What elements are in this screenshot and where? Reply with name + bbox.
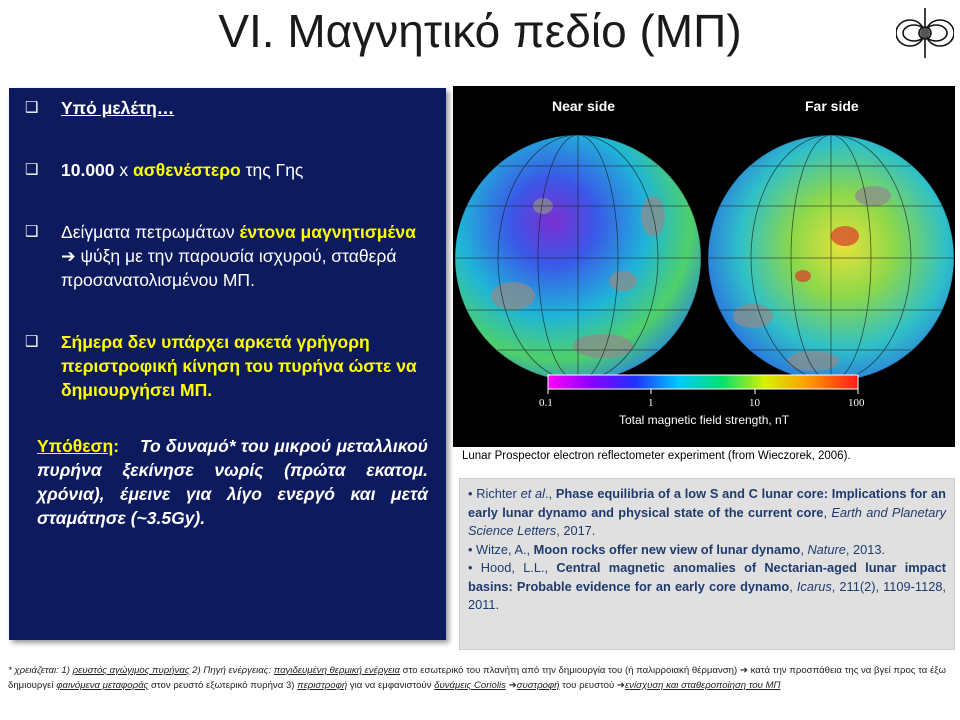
hypothesis-paragraph — [23, 434, 432, 530]
hypothesis-text: Το δυναμό* του μικρού μεταλλικού πυρήνα ξεκίνησε νωρίς (πρώτα εκατομ. χρόνια), έμεινε για λίγο ενεργό και μετά σταμάτησε (~3.5Gy). — [37, 436, 428, 528]
fn-term: φαινόμενα μεταφοράς — [56, 680, 149, 691]
weaker-times: x — [114, 160, 134, 180]
colorbar — [548, 375, 858, 389]
lunar-magnetic-map-figure — [453, 86, 955, 447]
magnetic-field-lines-icon — [896, 6, 954, 60]
fn-text: για να εμφανιστούν — [347, 680, 435, 691]
right-arrow-icon: ➔ — [61, 246, 81, 266]
magnetic-map-svg — [453, 86, 955, 447]
hypothesis-colon: : — [113, 436, 120, 456]
colorbar-tick: 0.1 — [539, 397, 553, 409]
slide-title: VI. Μαγνητικό πεδίο (ΜΠ) — [218, 5, 742, 57]
colorbar-tick: 1 — [648, 397, 654, 409]
figure-caption: Lunar Prospector electron reflectometer experiment (from Wieczorek, 2006). — [462, 450, 851, 462]
ref-sep: , — [800, 541, 808, 557]
fn-term: δυνάμεις Coriolis — [434, 680, 506, 691]
ref-title: Phase equilibria of a low S and C lunar core: Implications for an early lunar dynamo and physical state of the current core — [468, 486, 946, 520]
fn-text: 2) Πηγή ενέργειας: — [189, 665, 274, 676]
ref-title: Moon rocks offer new view of lunar dynamo — [533, 541, 801, 557]
far-side-label: Far side — [805, 98, 859, 114]
ref-author: Witze, A., — [476, 541, 534, 557]
ref-year: , 211(2), 1109-1128, 2011. — [468, 578, 946, 612]
colorbar-tick: 100 — [848, 397, 865, 409]
ref-author: Richter — [476, 486, 521, 501]
ref-journal: Icarus — [796, 578, 832, 594]
weaker-highlight: ασθενέστερο — [133, 160, 241, 180]
reference-item: • Hood, L.L., Central magnetic anomalies of Nectarian-aged lunar impact basins: Probable evidence for an early core dynamo, Icarus, 211(2), 1109-1128, 2011. — [468, 560, 946, 612]
bullet-magnetized-rocks — [23, 220, 432, 292]
weaker-rest: της Γης — [240, 160, 304, 180]
fn-text: * χρειάζεται: 1) — [8, 665, 73, 676]
fn-term: παγιδευμένη θερμική ενέργεια — [273, 665, 400, 676]
reference-item: • Richter et al., Phase equilibria of a low S and C lunar core: Implications for an early lunar dynamo and physical state of the current core, Earth and Planetary Science Letters, 2017. — [468, 486, 946, 538]
fn-term: περιστροφή — [297, 680, 348, 691]
ref-title: Central magnetic anomalies of Nectarian-aged lunar impact basins: Probable evidence for an early core dynamo — [468, 560, 946, 594]
ref-year: , 2013. — [845, 541, 885, 557]
near-side-label: Near side — [552, 98, 616, 114]
bullet-under-study — [23, 96, 432, 120]
checkbox-icon: ❑ — [25, 223, 39, 240]
footnote — [8, 663, 956, 693]
near-side-globe — [455, 135, 701, 381]
fn-term: ρευστός αγώγιμος πυρήνας — [72, 665, 190, 676]
fn-term: ενίσχυση και σταθεροποίηση του ΜΠ — [624, 680, 781, 691]
fn-text: στον ρευστό εξωτερικό πυρήνα 3) — [148, 680, 298, 691]
bullet-no-rotation — [23, 330, 432, 402]
colorbar-tick: 10 — [749, 397, 760, 409]
far-side-globe — [708, 135, 954, 381]
checkbox-icon: ❑ — [25, 333, 39, 350]
reference-item: • Witze, A., Moon rocks offer new view of lunar dynamo, Nature, 2013. — [468, 541, 885, 557]
rocks-pre: Δείγματα πετρωμάτων — [61, 222, 240, 242]
fn-text: του ρευστού ➔ — [559, 680, 625, 691]
colorbar-title: Total magnetic field strength, nT — [618, 413, 790, 427]
checkbox-icon: ❑ — [25, 99, 39, 116]
rocks-rest: ψύξη με την παρουσία ισχυρού, σταθερά προσανατολισμένου ΜΠ. — [61, 246, 397, 290]
ref-author: Hood, L.L., — [480, 560, 557, 575]
key-points-panel — [9, 88, 446, 640]
right-arrow-icon: ➔ — [505, 680, 517, 691]
under-study-text: Υπό μελέτη… — [61, 98, 175, 118]
ref-sep: ., — [544, 486, 556, 501]
weaker-number: 10.000 — [61, 160, 115, 180]
ref-journal: Nature — [807, 541, 846, 557]
checkbox-icon: ❑ — [25, 161, 39, 178]
hypothesis-label: Υπόθεση — [37, 436, 114, 456]
ref-etal: et al — [520, 486, 545, 501]
fn-text: στο εσωτερικό του πλανήτη από την δημιουργία του (ή παλιρροιακή θέρμανση) ➔ κατά την προσπάθεια της να βγεί προς τα έξω δημιουργεί — [8, 665, 947, 691]
bullet-weaker-field — [23, 158, 432, 182]
rocks-highlight: έντονα μαγνητισμένα — [239, 222, 416, 242]
ref-sep: , — [823, 504, 832, 520]
ref-year: , 2017. — [556, 523, 596, 538]
fn-term: συστροφή — [516, 680, 560, 691]
ref-journal: Earth and Planetary Science Letters — [468, 504, 946, 538]
no-rotation-text: Σήμερα δεν υπάρχει αρκετά γρήγορη περιστροφική κίνηση του πυρήνα ώστε να δημιουργήσει ΜΠ. — [61, 332, 417, 400]
references-box — [459, 478, 955, 650]
ref-sep: , — [789, 578, 797, 594]
